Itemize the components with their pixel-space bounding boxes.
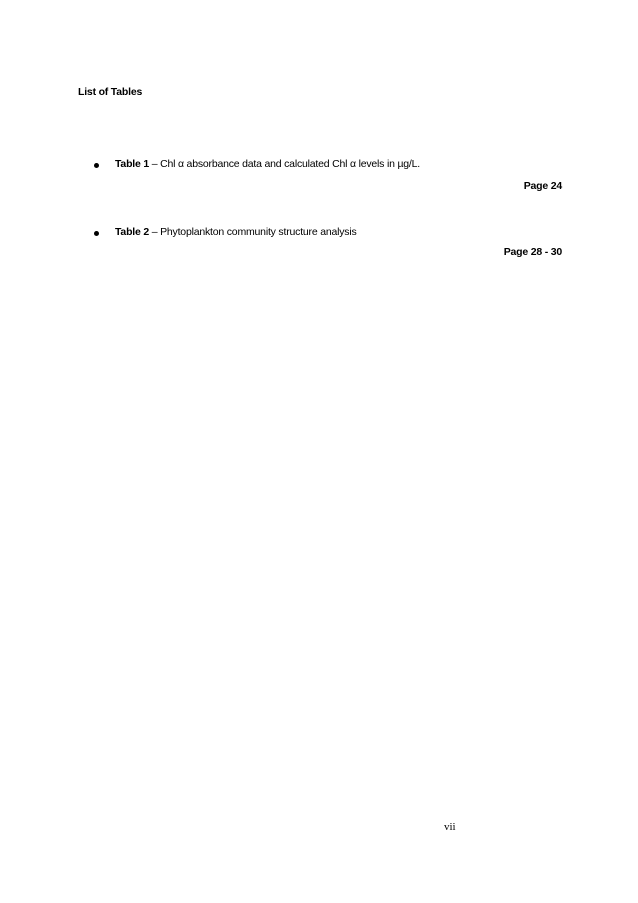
table-entry-label: Table 2	[115, 226, 150, 238]
table-entry-line	[115, 226, 357, 238]
bullet-icon	[94, 231, 99, 236]
table-entry-description: – Phytoplankton community structure analysis	[149, 226, 357, 238]
table-entry-line	[115, 158, 420, 170]
bullet-icon	[94, 163, 99, 168]
page-number: vii	[444, 821, 456, 833]
table-entry-page: Page 28 - 30	[503, 246, 562, 258]
table-entry-label: Table 1	[115, 158, 150, 170]
table-entry-description: – Chl α absorbance data and calculated Chl α levels in µg/L.	[149, 158, 421, 170]
table-entry-page: Page 24	[523, 180, 562, 192]
list-of-tables-heading: List of Tables	[78, 86, 143, 98]
